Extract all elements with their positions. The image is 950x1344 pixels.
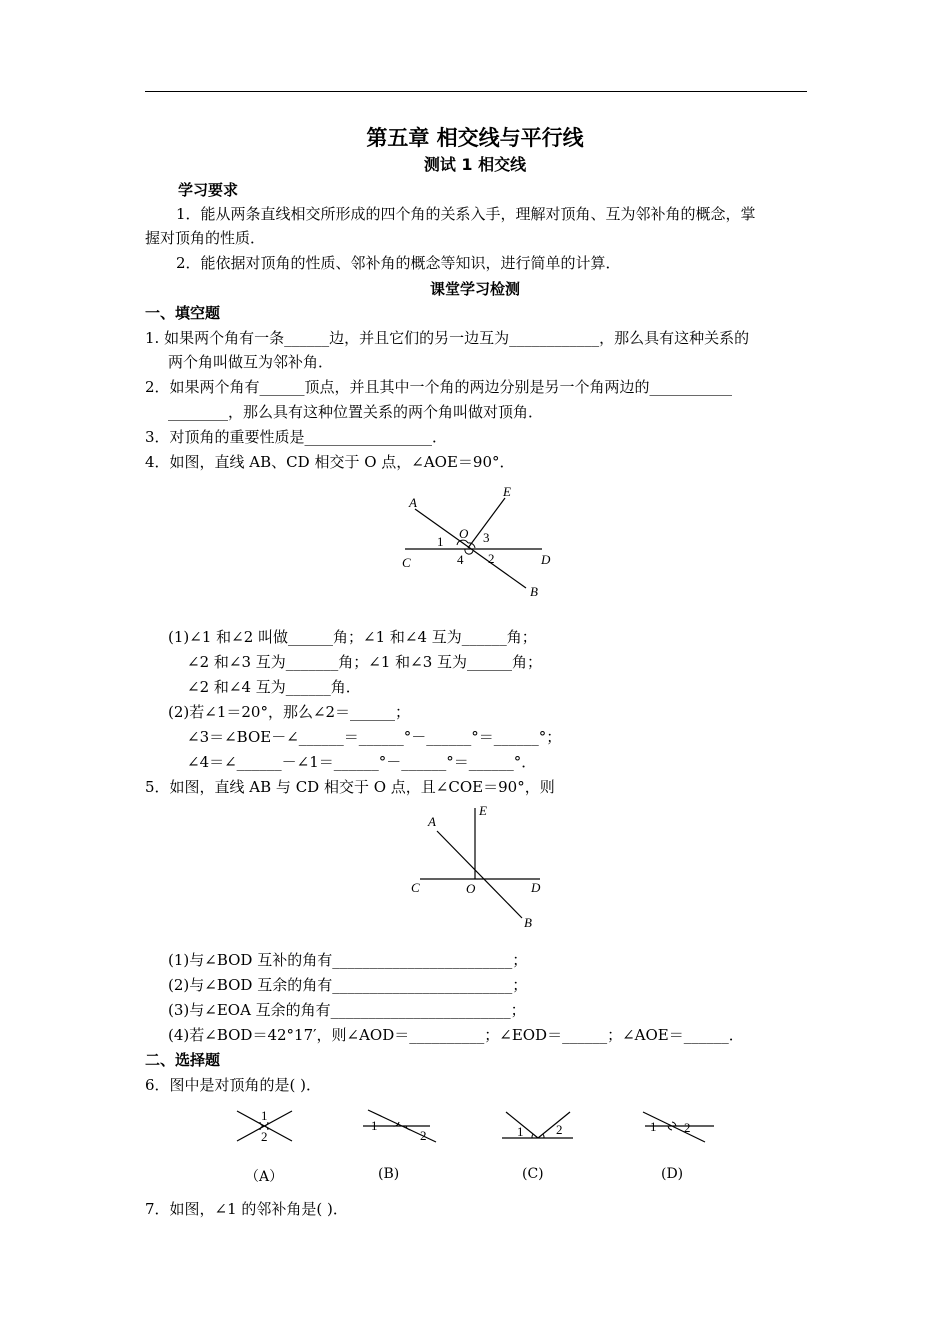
question-4-part2-line1: (2)若∠1＝20°，那么∠2＝______；	[168, 703, 411, 721]
requirement-1-line1: 1．能从两条直线相交所形成的四个角的关系入手，理解对顶角、互为邻补角的概念，掌	[176, 205, 756, 223]
label-d: D	[531, 880, 541, 895]
option-b-angle-1: 1	[371, 1118, 378, 1133]
option-d-angle-1: 1	[650, 1119, 657, 1134]
label-a: A	[428, 814, 436, 829]
label-angle-1: 1	[437, 534, 444, 549]
label-angle-2: 2	[488, 551, 495, 566]
label-e: E	[503, 484, 511, 499]
question-5: 5．如图，直线 AB 与 CD 相交于 O 点，且∠COE＝90°，则	[145, 778, 555, 796]
part1-heading: 一、填空题	[145, 304, 221, 322]
question-4-part1-line2: ∠2 和∠3 互为_______角；∠1 和∠3 互为______角；	[187, 653, 543, 671]
option-a-figure	[232, 1106, 302, 1146]
question-4-part1-line1: (1)∠1 和∠2 叫做______角；∠1 和∠4 互为______角；	[168, 628, 537, 646]
label-b: B	[530, 584, 538, 599]
option-c-figure	[500, 1106, 580, 1146]
option-a-angle-1: 1	[261, 1108, 268, 1123]
option-a-label[interactable]: （A）	[245, 1169, 284, 1185]
question-1-line1: 1. 如果两个角有一条______边，并且它们的另一边互为____________，那么具有这种关系的	[145, 329, 750, 347]
label-e: E	[479, 803, 487, 818]
question-2-line1: 2．如果两个角有______顶点，并且其中一个角的两边分别是另一个角两边的___________	[145, 378, 733, 396]
label-a: A	[409, 495, 417, 510]
option-d-figure	[640, 1106, 720, 1146]
question-1-line2: 两个角叫做互为邻补角．	[168, 353, 334, 371]
label-o: O	[459, 526, 469, 541]
option-c-angle-2: 2	[556, 1122, 563, 1137]
question-7: 7．如图，∠1 的邻补角是( )．	[145, 1200, 348, 1218]
question-4-part2-line2: ∠3＝∠BOE－∠______＝______°－______°＝______°；	[187, 728, 562, 746]
test-subtitle: 测试 1 相交线	[423, 155, 527, 174]
label-c: C	[402, 555, 411, 570]
top-rule	[145, 91, 807, 92]
question-5-item2: (2)与∠BOD 互余的角有________________________；	[168, 976, 528, 994]
option-c-label[interactable]: (C)	[522, 1166, 544, 1182]
requirement-2: 2．能依据对顶角的性质、邻补角的概念等知识，进行简单的计算．	[176, 254, 621, 272]
label-c: C	[411, 880, 420, 895]
chapter-title: 第五章 相交线与平行线	[366, 126, 584, 150]
label-angle-3: 3	[483, 530, 490, 545]
option-a-angle-2: 2	[261, 1129, 268, 1144]
question-4-part2-line3: ∠4＝∠______－∠1＝______°－______°＝______°．	[187, 753, 537, 771]
requirements-heading: 学习要求	[178, 181, 239, 199]
label-d: D	[541, 552, 551, 567]
figure-q4	[395, 482, 555, 602]
question-5-item3: (3)与∠EOA 互余的角有________________________；	[168, 1001, 526, 1019]
figure-q5	[405, 800, 555, 935]
question-2-line2: ________，那么具有这种位置关系的两个角叫做对顶角．	[168, 403, 544, 421]
part2-heading: 二、选择题	[145, 1051, 221, 1069]
option-c-angle-1: 1	[517, 1124, 524, 1139]
question-4: 4．如图，直线 AB、CD 相交于 O 点，∠AOE＝90°．	[145, 453, 515, 471]
label-o: O	[466, 881, 476, 896]
section-heading: 课堂学习检测	[429, 280, 520, 298]
option-b-label[interactable]: (B)	[378, 1166, 400, 1182]
question-6: 6．图中是对顶角的是( )．	[145, 1076, 322, 1094]
option-b-figure	[358, 1106, 438, 1146]
option-b-angle-2: 2	[420, 1128, 427, 1143]
option-d-angle-2: 2	[684, 1120, 691, 1135]
label-b: B	[524, 915, 532, 930]
label-angle-4: 4	[457, 552, 464, 567]
question-5-item1: (1)与∠BOD 互补的角有________________________；	[168, 951, 528, 969]
question-3: 3．对顶角的重要性质是_________________．	[145, 428, 448, 446]
requirement-1-line2: 握对顶角的性质．	[145, 229, 266, 247]
line-ab	[437, 831, 522, 918]
question-5-item4: (4)若∠BOD＝42°17′，则∠AOD＝__________；∠EOD＝______；∠AOE＝______．	[168, 1026, 744, 1044]
option-d-label[interactable]: (D)	[661, 1166, 684, 1182]
question-4-part1-line3: ∠2 和∠4 互为______角．	[187, 678, 361, 696]
